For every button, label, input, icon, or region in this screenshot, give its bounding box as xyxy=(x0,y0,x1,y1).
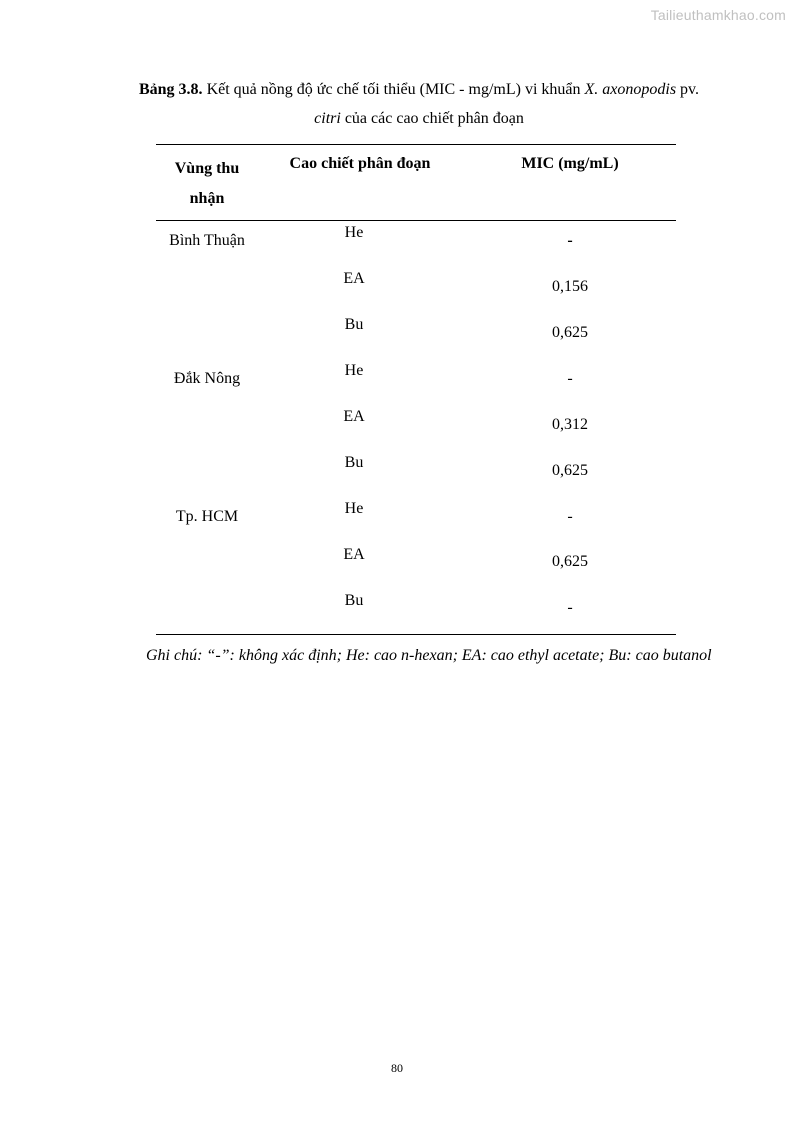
page-number: 80 xyxy=(391,1061,403,1075)
region-dak-nong: Đắk Nông xyxy=(173,370,241,387)
caption-text: Kết quả nồng độ ức chế tối thiểu (MIC - mg/mL) vi khuẩn xyxy=(202,81,585,98)
fraction-cell: EA xyxy=(343,408,365,425)
table-note: Ghi chú: “-”: không xác định; He: cao n-hexan; EA: cao ethyl acetate; Bu: cao butanol xyxy=(146,647,712,664)
region-tp-hcm: Tp. HCM xyxy=(175,508,239,525)
fraction-cell: He xyxy=(344,500,364,517)
caption-text-mid: pv. xyxy=(676,81,700,98)
header-region-line1: Vùng thu xyxy=(174,160,240,177)
mic-cell: 0,156 xyxy=(552,278,588,295)
mic-cell: - xyxy=(567,232,573,249)
header-mic: MIC (mg/mL) xyxy=(521,155,619,172)
fraction-cell: Bu xyxy=(344,316,364,333)
table-header-rule xyxy=(156,220,676,221)
mic-cell: 0,625 xyxy=(552,462,588,479)
mic-cell: 0,312 xyxy=(552,416,588,433)
mic-cell: - xyxy=(567,599,573,616)
mic-cell: - xyxy=(567,370,573,387)
fraction-cell: He xyxy=(344,362,364,379)
fraction-cell: Bu xyxy=(344,454,364,471)
fraction-cell: He xyxy=(344,224,364,241)
caption-pathovar: citri xyxy=(314,110,341,127)
caption-species: X. axonopodis xyxy=(584,81,677,98)
mic-cell: 0,625 xyxy=(552,324,588,341)
table-top-rule xyxy=(156,144,676,145)
caption-label: Bảng 3.8. xyxy=(138,81,203,98)
header-region xyxy=(152,154,262,214)
caption-text-end: của các cao chiết phân đoạn xyxy=(340,110,524,127)
mic-cell: - xyxy=(567,508,573,525)
fraction-cell: Bu xyxy=(344,592,364,609)
region-binh-thuan: Bình Thuận xyxy=(169,232,245,249)
watermark: Tailieuthamkhao.com xyxy=(650,7,786,23)
fraction-cell: EA xyxy=(343,546,365,563)
header-region-line2: nhận xyxy=(189,190,225,207)
mic-cell: 0,625 xyxy=(552,553,588,570)
table-caption xyxy=(112,75,726,133)
fraction-cell: EA xyxy=(343,270,365,287)
table-bottom-rule xyxy=(156,634,676,635)
header-fraction: Cao chiết phân đoạn xyxy=(289,155,431,172)
